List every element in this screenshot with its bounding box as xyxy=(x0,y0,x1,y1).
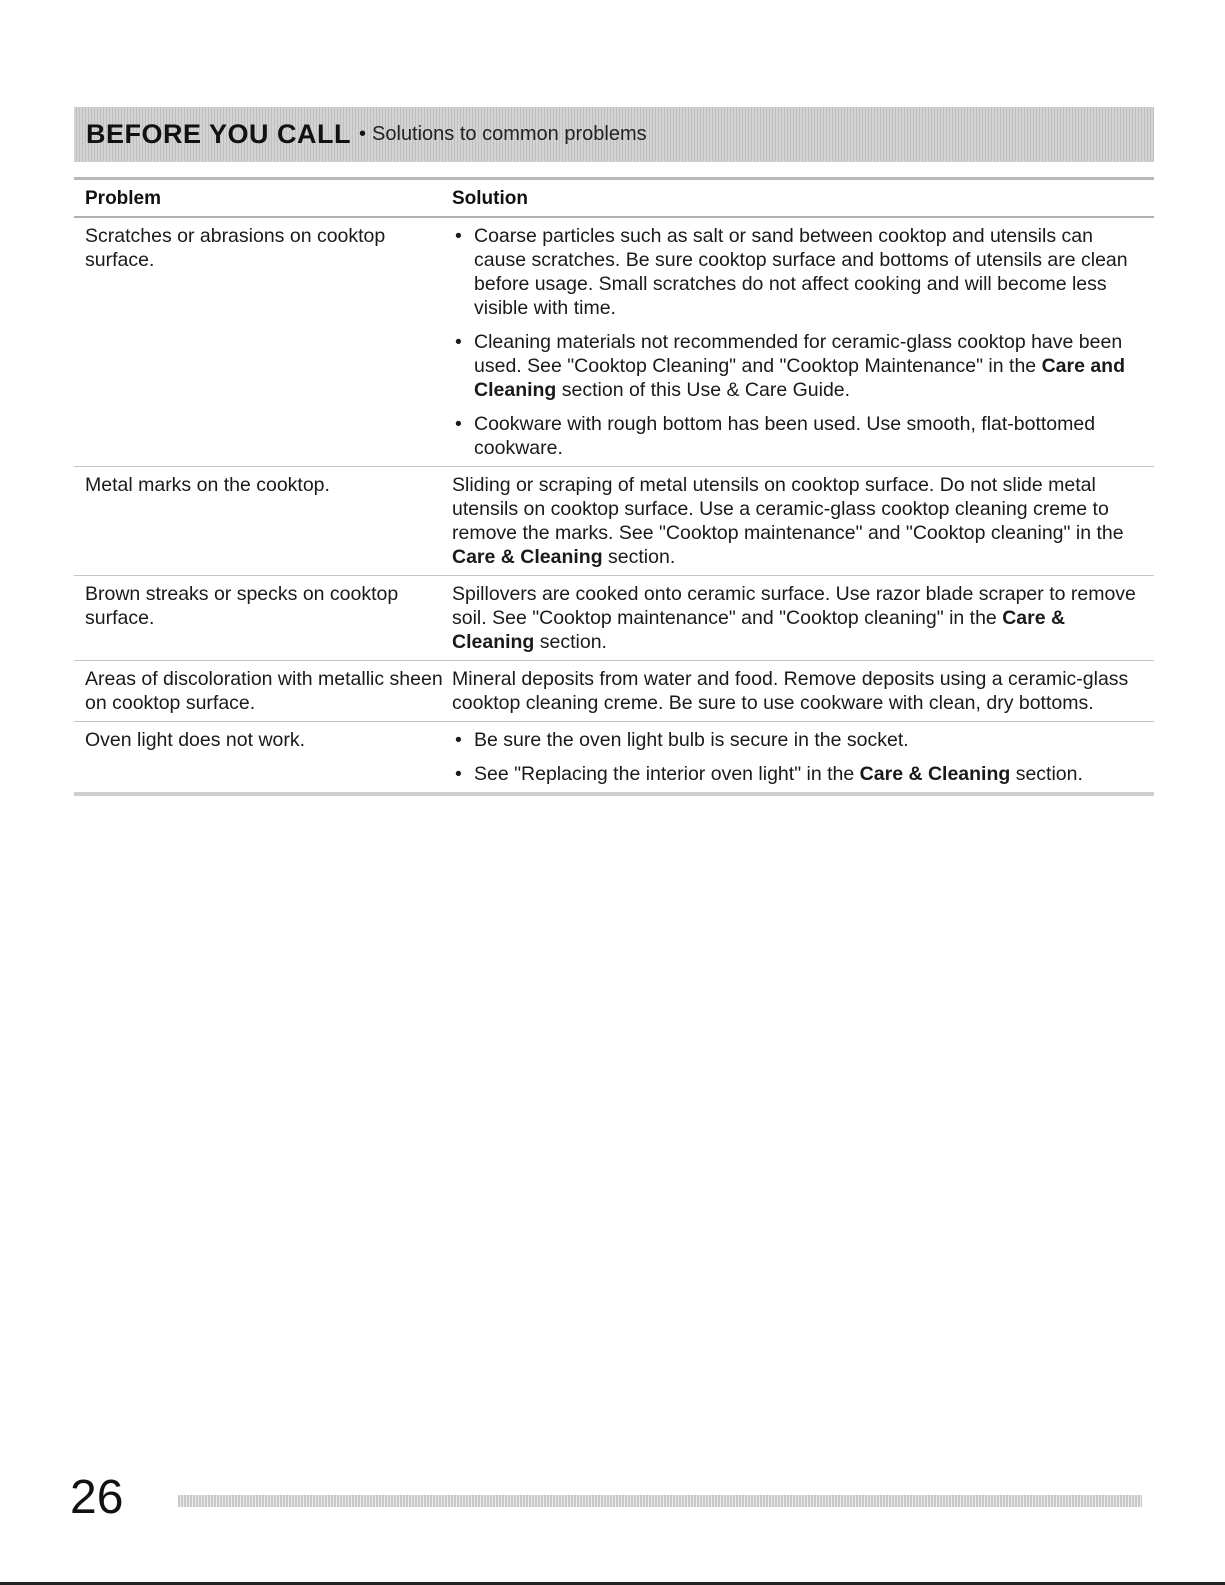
problem-cell: Scratches or abrasions on cooktop surface. xyxy=(85,225,386,271)
solution-cell: Spillovers are cooked onto ceramic surface. Use razor blade scraper to remove soil. See "Cooktop maintenance" and "Cooktop cleaning" in the Care & Cleaning section. xyxy=(452,583,1136,653)
solution-bullet: • See "Replacing the interior oven light" in the Care & Cleaning section. xyxy=(474,762,1148,786)
solution-list xyxy=(452,224,1148,460)
solution-bullet: • Be sure the oven light bulb is secure in the socket. xyxy=(474,728,1148,752)
page-subtitle: Solutions to common problems xyxy=(372,123,647,145)
solution-list xyxy=(452,728,1148,786)
solution-cell: Mineral deposits from water and food. Remove deposits using a ceramic-glass cooktop cleaning creme. Be sure to use cookware with clean, dry bottoms. xyxy=(452,668,1129,714)
table-header xyxy=(74,182,1154,218)
problem-cell: Areas of discoloration with metallic sheen on cooktop surface. xyxy=(85,668,443,714)
table-row xyxy=(74,661,1154,722)
top-rule xyxy=(74,177,1154,180)
table-row xyxy=(74,467,1154,576)
solution-cell xyxy=(452,722,1154,792)
page-title: BEFORE YOU CALL xyxy=(86,119,352,149)
problem-cell: Brown streaks or specks on cooktop surface. xyxy=(85,583,399,629)
solution-bullet: • Cookware with rough bottom has been used. Use smooth, flat-bottomed cookware. xyxy=(474,412,1148,460)
solution-cell xyxy=(452,218,1154,466)
header-problem: Problem xyxy=(85,188,162,209)
header-solution: Solution xyxy=(452,188,528,209)
footer-bar xyxy=(178,1495,1142,1507)
solution-cell: Sliding or scraping of metal utensils on cooktop surface. Do not slide metal utensils on cooktop surface. Use a ceramic-glass cooktop cleaning creme to remove the marks. See "Cooktop maintenance" and "Cooktop cleaning" in the Care & Cleaning section. xyxy=(452,474,1124,568)
problem-cell: Metal marks on the cooktop. xyxy=(85,474,330,496)
problem-cell: Oven light does not work. xyxy=(85,729,306,751)
title-separator: • xyxy=(359,123,367,145)
section-banner xyxy=(74,107,1154,162)
solution-bullet: • Coarse particles such as salt or sand between cooktop and utensils can cause scratches. Be sure cooktop surface and bottoms of utensils are clean before usage. Small scratches do not affect cooking and will become less visible with time. xyxy=(474,224,1148,320)
solution-bullet: • Cleaning materials not recommended for ceramic-glass cooktop have been used. See "Cooktop Cleaning" and "Cooktop Maintenance" in the Care and Cleaning section of this Use & Care Guide. xyxy=(474,330,1148,402)
table-row xyxy=(74,722,1154,796)
table-row xyxy=(74,576,1154,661)
page-number: 26 xyxy=(70,1471,124,1524)
table-row xyxy=(74,218,1154,467)
troubleshooting-table xyxy=(74,182,1154,796)
